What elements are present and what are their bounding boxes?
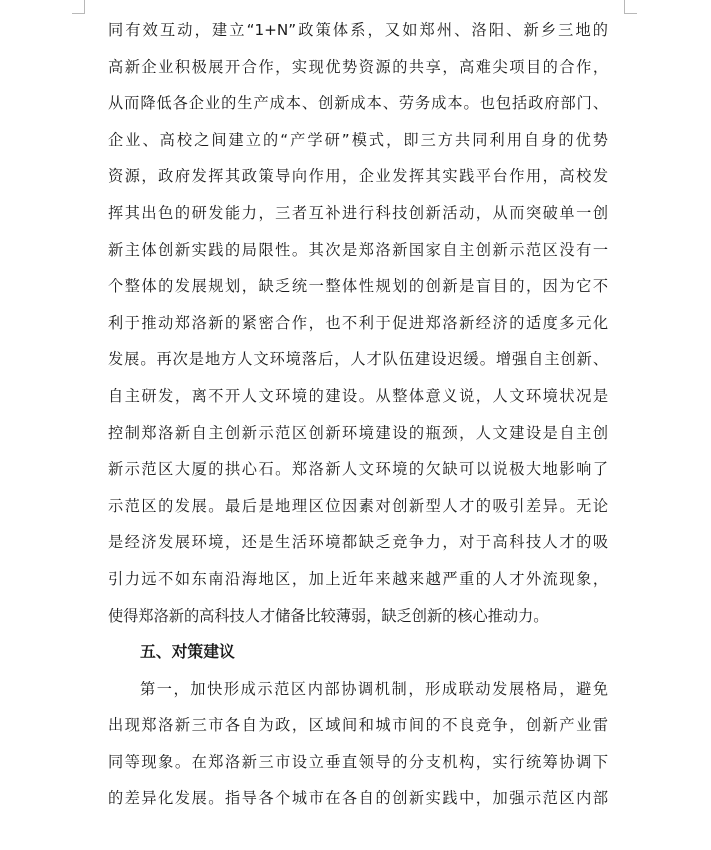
- text-line: 个整体的发展规划，缺乏统一整体性规划的创新是盲目的，因为它不: [108, 277, 608, 296]
- crop-mark-top-left-horizontal: [72, 13, 85, 14]
- section-heading: 五、对策建议: [140, 642, 235, 662]
- text-line: 的差异化发展。指导各个城市在各自的创新实践中，加强示范区内部: [108, 789, 608, 808]
- text-line: 挥其出色的研发能力，三者互补进行科技创新活动，从而突破单一创: [108, 203, 608, 222]
- paragraph-1: [108, 12, 608, 634]
- text-line: 发展。再次是地方人文环境落后，人才队伍建设迟缓。增强自主创新、: [108, 350, 608, 369]
- text-line: 新主体创新实践的局限性。其次是郑洛新国家自主创新示范区没有一: [108, 240, 608, 259]
- text-line: 控制郑洛新自主创新示范区创新环境建设的瓶颈，人文建设是自主创: [108, 423, 608, 442]
- crop-mark-top-right-vertical: [624, 0, 625, 13]
- crop-mark-top-left-vertical: [84, 0, 85, 13]
- paragraph-2: [108, 671, 608, 817]
- text-line: 引力远不如东南沿海地区，加上近年来越来越严重的人才外流现象，: [108, 569, 608, 588]
- text-line: 示范区的发展。最后是地理区位因素对创新型人才的吸引差异。无论: [108, 496, 608, 515]
- text-line: 高新企业积极展开合作，实现优势资源的共享，高难尖项目的合作，: [108, 57, 608, 76]
- text-line: 使得郑洛新的高科技人才储备比较薄弱，缺乏创新的核心推动力。: [108, 606, 549, 625]
- text-line: 同有效互动，建立“1+N”政策体系，又如郑州、洛阳、新乡三地的: [108, 21, 608, 39]
- text-line: 从而降低各企业的生产成本、创新成本、劳务成本。也包括政府部门、: [108, 94, 608, 113]
- document-body: [108, 12, 608, 817]
- text-line: 同等现象。在郑洛新三市设立垂直领导的分支机构，实行统筹协调下: [108, 752, 608, 771]
- text-line: 自主研发，离不开人文环境的建设。从整体意义说，人文环境状况是: [108, 386, 608, 405]
- text-line: 资源，政府发挥其政策导向作用，企业发挥其实践平台作用，高校发: [108, 167, 608, 186]
- text-line: 出现郑洛新三市各自为政，区域间和城市间的不良竞争，创新产业雷: [108, 716, 608, 735]
- text-line: 新示范区大厦的拱心石。郑洛新人文环境的欠缺可以说极大地影响了: [108, 460, 608, 479]
- crop-mark-top-right-horizontal: [624, 13, 637, 14]
- text-line: 第一，加快形成示范区内部协调机制，形成联动发展格局，避免: [140, 679, 608, 698]
- text-line: 是经济发展环境，还是生活环境都缺乏竞争力，对于高科技人才的吸: [108, 533, 608, 552]
- text-line: 利于推动郑洛新的紧密合作，也不利于促进郑洛新经济的适度多元化: [108, 313, 608, 332]
- text-line: 企业、高校之间建立的“产学研”模式，即三方共同利用自身的优势: [108, 130, 608, 149]
